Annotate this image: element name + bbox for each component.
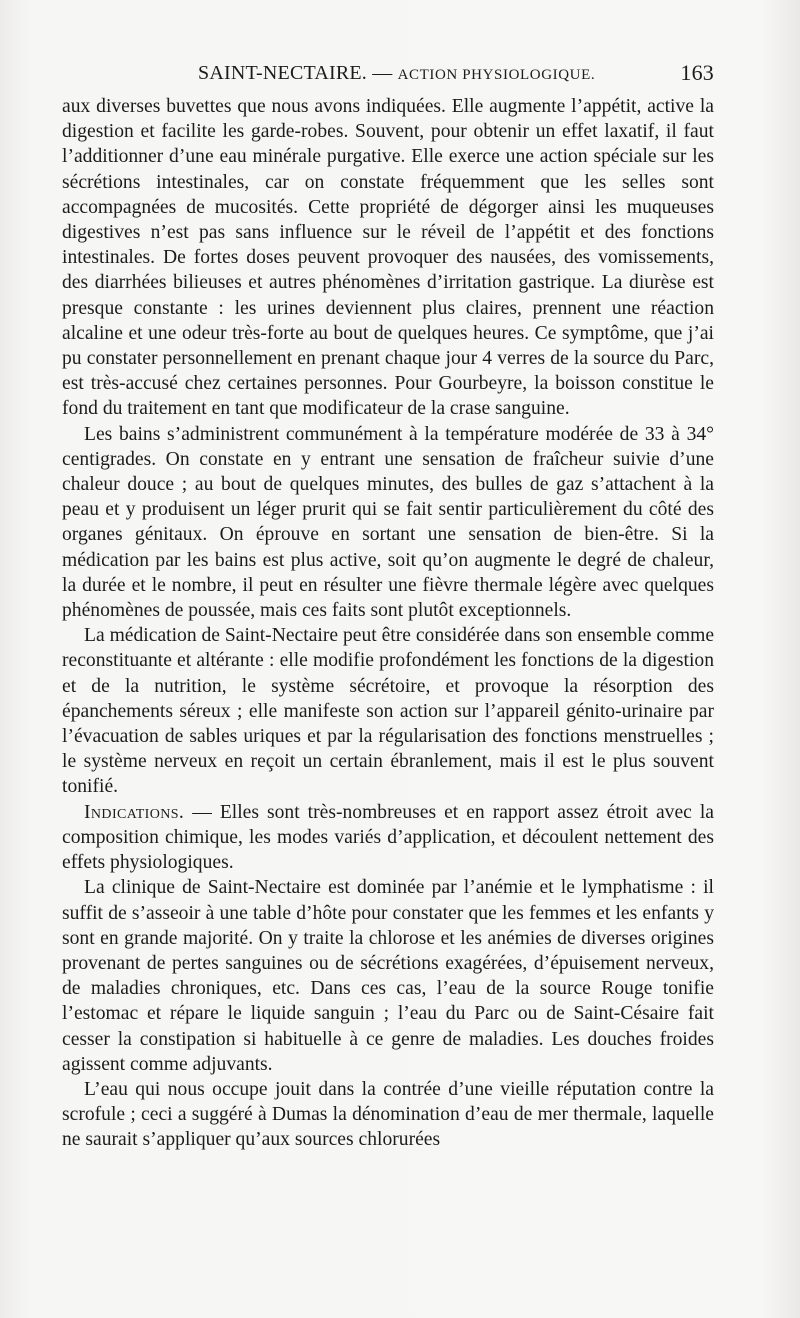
paragraph-text: La clinique de Saint-Nectaire est dominée par l’anémie et le lymphatisme : il suffit de s’asseoir à une table d’hôte pour constater que les femmes et les enfants y sont en grande majorité. On y traite la chlorose et les anémies de diverses origines provenant de pertes sanguines ou de sécrétions exagérées, d’épuisement nerveux, de maladies chroniques, etc. Dans ces cas, l’eau de la source Rouge tonifie l’estomac et répare le liquide sanguin ; l’eau du Parc ou de Saint-Césaire fait cesser la constipation si habituelle à ce genre de maladies. Les douches froides agissent comme adjuvants. <box>62 877 714 1075</box>
paragraph-text: aux diverses buvettes que nous avons indiquées. Elle augmente l’appétit, active la digestion et facilite les garde-robes. Souvent, pour obtenir un effet laxatif, il faut l’additionner d’une eau minérale purgative. Elle exerce une action spéciale sur les sécrétions intestinales, car on constate fréquemment que les selles sont accompagnées de mucosités. Cette propriété de dégorger ainsi les muqueuses digestives n’est pas sans influence sur le réveil de l’appétit et des fonctions intestinales. De fortes doses peuvent provoquer des nausées, des vomissements, des diarrhées bilieuses et autres phénomènes d’irritation gastrique. La diurèse est presque constante : les urines deviennent plus claires, prennent une réaction alcaline et une odeur très-forte au bout de quelques heures. Ce symptôme, que j’ai pu constater personnellement en prenant chaque jour 4 verres de la source du Parc, est très-accusé chez certaines personnes. Pour Gourbeyre, la boisson constitue le fond du traitement en tant que modificateur de la crase sanguine. <box>62 96 714 420</box>
paragraph-text: Les bains s’administrent communément à la température modérée de 33 à 34° centigrades. On constate en y entrant une sensation de fraîcheur suivie d’une chaleur douce ; au bout de quelques minutes, des bulles de gaz s’attachent à la peau et y produisent un léger prurit qui se fait sentir particulièrement du côté des organes génitaux. On éprouve en sortant une sensation de bien-être. Si la médication par les bains est plus active, soit qu’on augmente le degré de chaleur, la durée et le nombre, il peut en résulter une fièvre thermale légère avec quelques phénomènes de poussée, mais ces faits sont plutôt exceptionnels. <box>62 423 714 622</box>
paragraph-baths <box>62 422 714 624</box>
paragraph-text: — Elles sont très-nombreuses et en rapport assez étroit avec la composition chimique, les modes variés d’application, et découlent nettement des effets physiologiques. <box>62 801 714 874</box>
section-heading-indications: Indications. <box>84 801 185 823</box>
paragraph-indications <box>62 800 714 876</box>
paragraph-clinic <box>62 875 714 1077</box>
paragraph-text: La médication de Saint-Nectaire peut être considérée dans son ensemble comme reconstituante et altérante : elle modifie profondément les fonctions de la digestion et de la nutrition, le système sécrétoire, et provoque la résorption des épanchements séreux ; elle manifeste son action sur l’appareil génito-urinaire par l’évacuation de sables uriques et par la régularisation des fonctions menstruelles ; le système nerveux en reçoit un certain ébranlement, mais il est le plus souvent tonifié. <box>62 625 715 798</box>
header-section: ACTION PHYSIOLOGIQUE. <box>397 67 596 83</box>
running-title <box>198 62 595 85</box>
header-separator: — <box>372 62 393 84</box>
paragraph-scrofula <box>62 1077 714 1153</box>
running-header <box>62 58 714 88</box>
paragraph-medication <box>62 623 714 799</box>
header-title: SAINT-NECTAIRE. <box>198 62 367 84</box>
paragraph-physiological-effects <box>62 94 714 422</box>
page-number: 163 <box>680 60 714 85</box>
body-text <box>62 94 714 1153</box>
paragraph-text: L’eau qui nous occupe jouit dans la contrée d’une vieille réputation contre la scrofule ; ceci a suggéré à Dumas la dénomination d’eau de mer thermale, laquelle ne saurait s’appliquer qu’aux sources chlorurées <box>62 1078 714 1151</box>
